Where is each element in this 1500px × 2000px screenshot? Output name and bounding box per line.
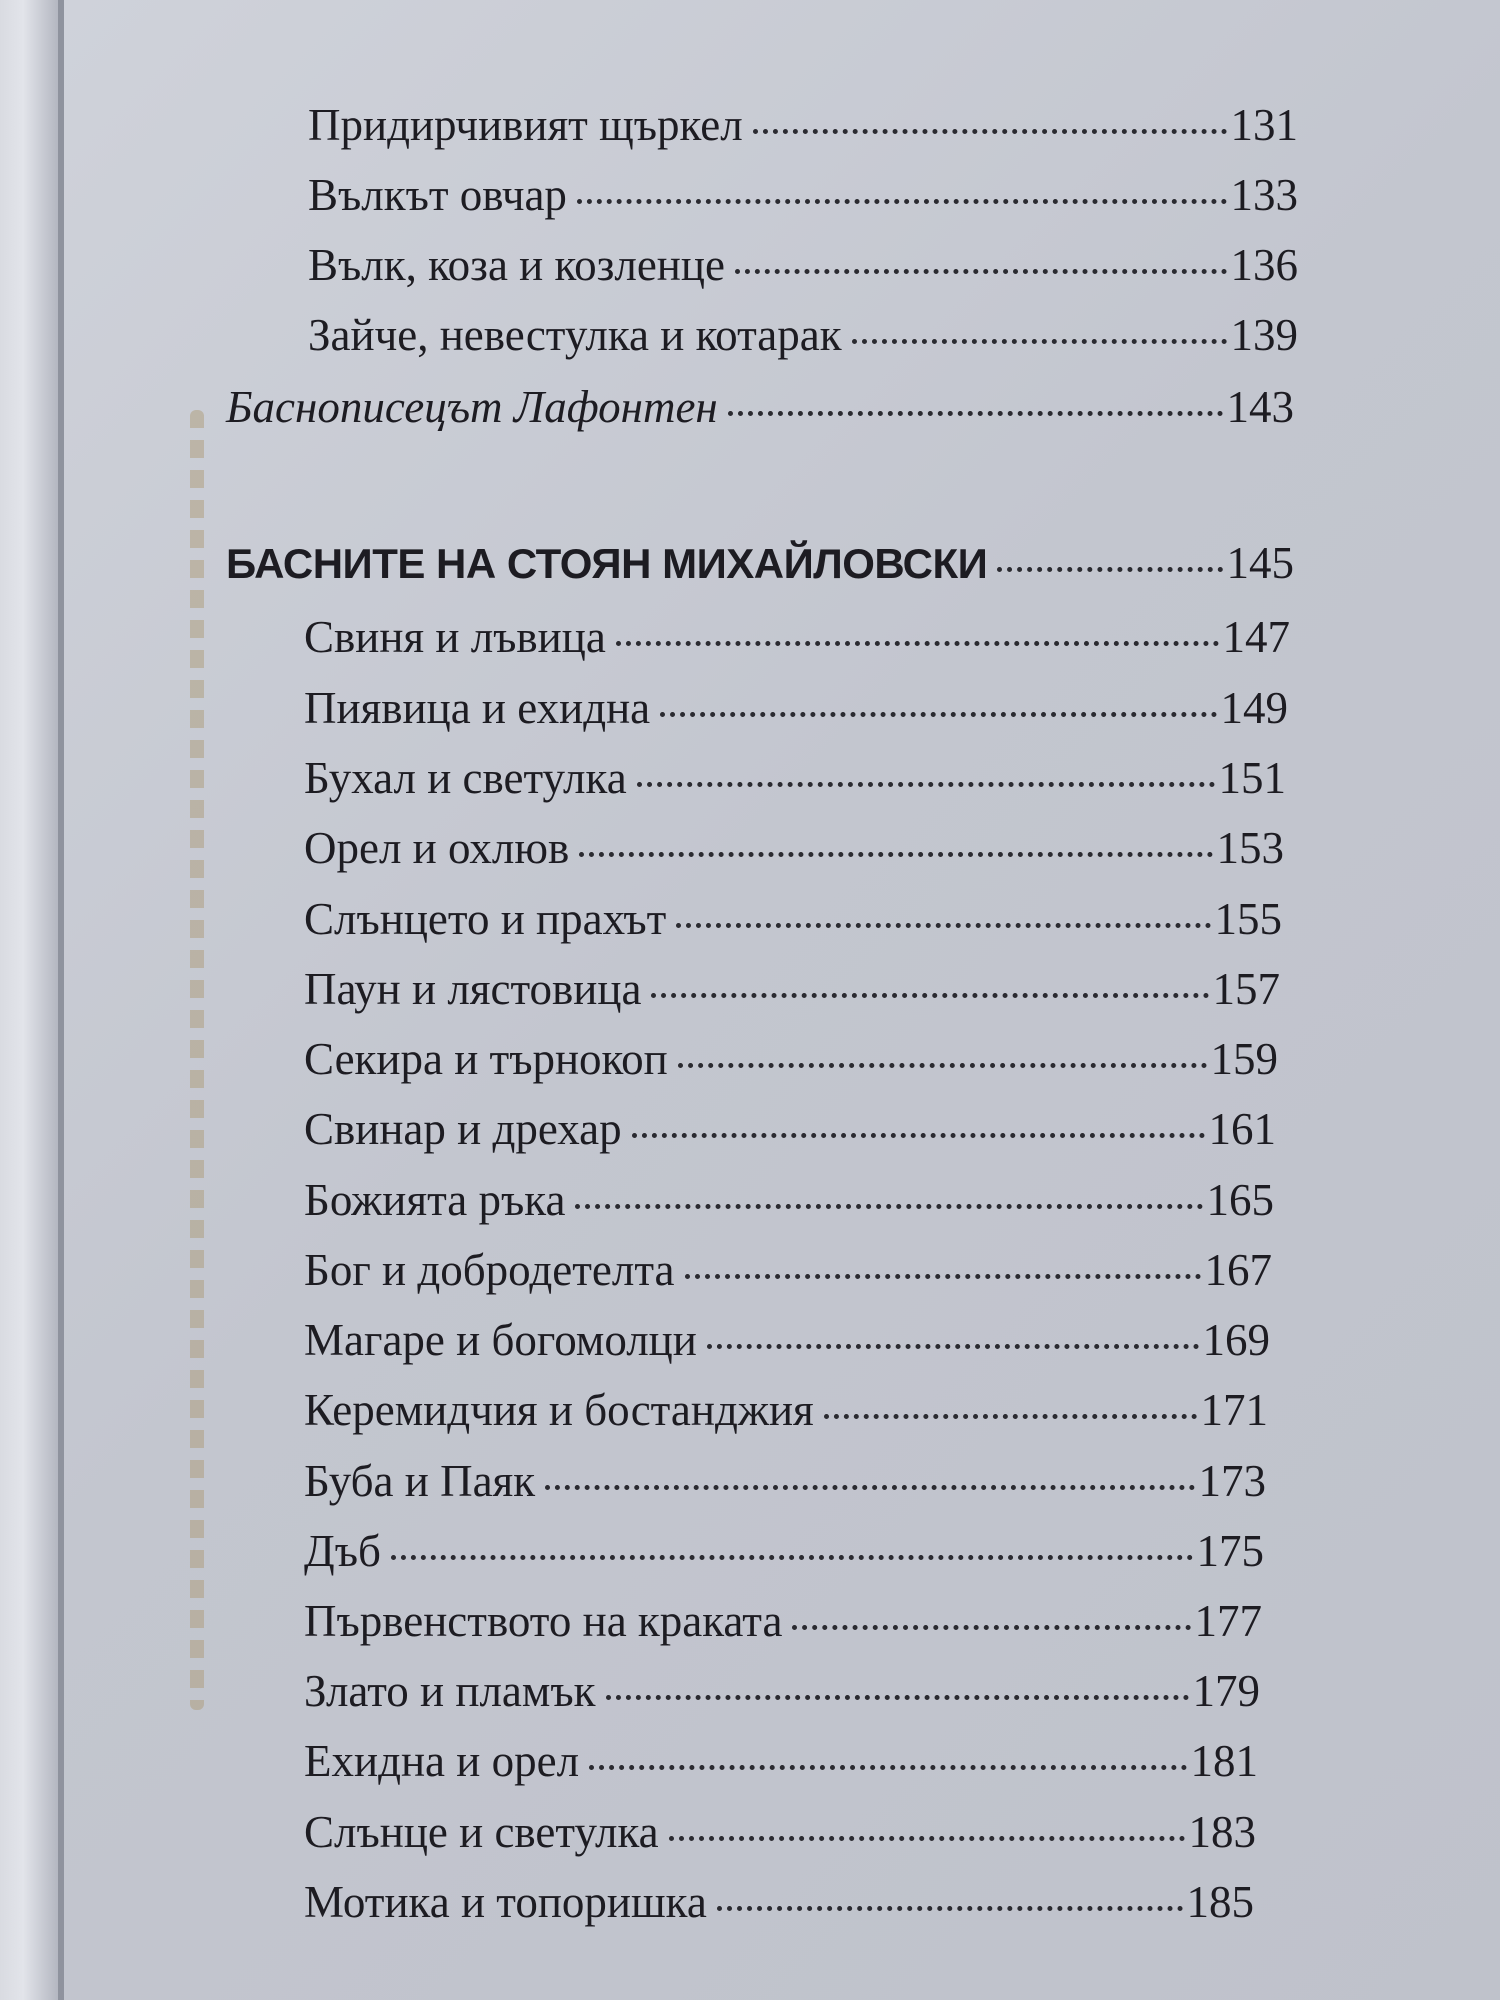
dot-leader	[792, 1624, 1190, 1630]
toc-entry	[304, 1165, 1274, 1235]
toc-entry-page: 167	[1204, 1245, 1272, 1295]
toc-entry	[304, 1656, 1260, 1726]
toc-entry-page: 143	[1226, 382, 1294, 432]
dot-leader	[852, 338, 1227, 344]
dot-leader	[717, 1905, 1183, 1911]
toc-entry-title: Буба и Паяк	[304, 1456, 536, 1506]
toc-entry-page: 179	[1192, 1666, 1260, 1716]
toc-entry-page: 139	[1230, 310, 1298, 360]
dot-leader	[824, 1413, 1197, 1419]
toc-entry	[304, 602, 1290, 672]
dot-leader	[616, 640, 1219, 646]
toc-entry	[308, 90, 1298, 160]
dot-leader	[753, 128, 1227, 134]
toc-entry-title: Зайче, невестулка и котарак	[308, 310, 842, 360]
dot-leader	[728, 410, 1223, 416]
section-title: БАСНИТЕ НА СТОЯН МИХАЙЛОВСКИ	[226, 540, 988, 587]
toc-entry	[304, 1586, 1262, 1656]
toc-entry	[304, 1235, 1272, 1305]
dot-leader	[637, 781, 1215, 787]
toc-entry-title: Бог и добродетелта	[304, 1245, 675, 1295]
dot-leader	[685, 1273, 1201, 1279]
dot-leader	[577, 198, 1227, 204]
toc-entry-title: Ехидна и орел	[304, 1736, 580, 1786]
toc-entry-page: 171	[1200, 1385, 1268, 1435]
dot-leader	[545, 1484, 1194, 1490]
toc-entry-title: Божията ръка	[304, 1175, 566, 1225]
toc-entry-page: 157	[1212, 964, 1280, 1014]
toc-entry-page: 181	[1190, 1736, 1258, 1786]
toc-entry	[304, 954, 1280, 1024]
toc-entry	[304, 1797, 1256, 1867]
toc-entry-title: Баснописецът Лафонтен	[226, 382, 718, 432]
toc-entry-page: 159	[1210, 1034, 1278, 1084]
dot-leader	[606, 1694, 1189, 1700]
toc-section-heading	[226, 528, 1294, 598]
dot-leader	[669, 1835, 1185, 1841]
toc-entry-page: 173	[1198, 1456, 1266, 1506]
toc-entry-title: Паун и лястовица	[304, 964, 642, 1014]
dot-leader	[735, 268, 1227, 274]
toc-entry-page: 153	[1216, 823, 1284, 873]
toc-entry-page: 136	[1230, 240, 1298, 290]
toc-entry-title: Свинар и дрехар	[304, 1104, 622, 1154]
dot-leader	[997, 566, 1222, 572]
toc-entry-title: Дъб	[304, 1526, 381, 1576]
toc-entry	[304, 1516, 1264, 1586]
toc-entry	[308, 230, 1298, 300]
toc-entry-page: 161	[1208, 1104, 1276, 1154]
toc-entry	[304, 813, 1284, 883]
toc-entry	[304, 1867, 1254, 1937]
toc-entry-page: 165	[1206, 1175, 1274, 1225]
toc-entry-title: Първенството на краката	[304, 1596, 783, 1646]
toc-entry	[304, 1726, 1258, 1796]
toc-entry-page: 175	[1196, 1526, 1264, 1576]
toc-entry-title: Злато и пламък	[304, 1666, 596, 1716]
dot-leader	[678, 1062, 1207, 1068]
dot-leader	[579, 851, 1212, 857]
dot-leader	[391, 1554, 1193, 1560]
dot-leader	[589, 1764, 1186, 1770]
toc-entry-title: Слънце и светулка	[304, 1807, 659, 1857]
dot-leader	[575, 1203, 1202, 1209]
toc-entry	[308, 160, 1298, 230]
toc-entry-page: 169	[1202, 1315, 1270, 1365]
dot-leader	[676, 922, 1210, 928]
toc-entry-title: Секира и търнокоп	[304, 1034, 668, 1084]
toc-entry-page: 133	[1230, 170, 1298, 220]
dot-leader	[632, 1132, 1205, 1138]
dot-leader	[651, 992, 1208, 998]
toc-entry-title: Придирчивият щъркел	[308, 100, 743, 150]
toc-entry-page: 147	[1222, 612, 1290, 662]
toc-entry-title: Орел и охлюв	[304, 823, 570, 873]
toc-entry-essay	[226, 372, 1294, 442]
toc-entry-title: Бухал и светулка	[304, 753, 627, 803]
toc-entry-page: 131	[1230, 100, 1298, 150]
toc-entry	[304, 1305, 1270, 1375]
toc-entry	[304, 884, 1282, 954]
toc-entry-title: Магаре и богомолци	[304, 1315, 697, 1365]
toc-entry-page: 145	[1226, 538, 1294, 588]
toc-entry-title: Керемидчия и бостанджия	[304, 1385, 814, 1435]
toc-entry-title: Свиня и лъвица	[304, 612, 606, 662]
toc-entry-title: Вълкът овчар	[308, 170, 567, 220]
toc-entry-page: 155	[1214, 894, 1282, 944]
toc-entry-page: 177	[1194, 1596, 1262, 1646]
toc-entry-title: Пиявица и ехидна	[304, 683, 651, 733]
toc-entry-title: Мотика и топоришка	[304, 1877, 707, 1927]
toc-entry	[304, 743, 1286, 813]
toc-entry	[304, 1024, 1278, 1094]
toc-entry-page: 183	[1188, 1807, 1256, 1857]
toc-entry	[304, 673, 1288, 743]
dot-leader	[707, 1343, 1199, 1349]
toc-entry-title: Вълк, коза и козленце	[308, 240, 725, 290]
toc-entry	[304, 1375, 1268, 1445]
toc-entry	[308, 300, 1298, 370]
dot-leader	[660, 711, 1216, 717]
toc-entry-page: 151	[1218, 753, 1286, 803]
toc-entry	[304, 1446, 1266, 1516]
toc-entry	[304, 1094, 1276, 1164]
toc-entry-page: 185	[1186, 1877, 1254, 1927]
toc-entry-title: Слънцето и прахът	[304, 894, 667, 944]
toc-entry-page: 149	[1220, 683, 1288, 733]
